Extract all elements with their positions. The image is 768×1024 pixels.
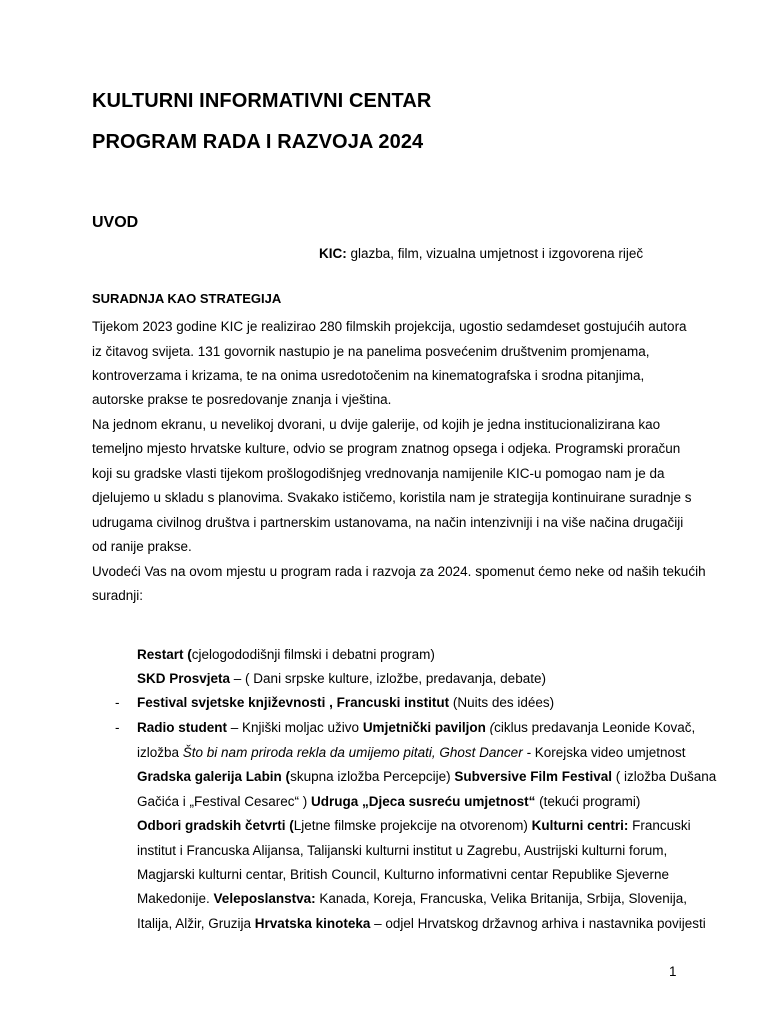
list-item-restart [137, 646, 435, 664]
paragraph-line: Na jednom ekranu, u nevelikoj dvorani, u dvije galerije, od kojih je jedna institucionalizirana kao [92, 417, 661, 432]
list-item-text: izložba [137, 745, 183, 760]
kic-label: KIC: [319, 246, 347, 261]
list-item-italic: ( [485, 720, 495, 735]
list-item-bold: Hrvatska kinoteka [254, 916, 371, 931]
kic-tagline [319, 246, 643, 261]
list-item-text: cjelogododišnji filmski i debatni program) [191, 647, 435, 662]
list-item-text: skupna izložba Percepcije) [290, 769, 455, 784]
list-item-text: – Knjiški moljac uživo [227, 720, 363, 735]
list-item-continuation: Magjarski kulturni centar, British Council, Kulturno informativni centar Republike Sjeverne [137, 867, 669, 882]
list-item-text: Makedonije. [137, 891, 214, 906]
list-item-continuation [137, 890, 687, 908]
list-item-bold: Subversive Film Festival [454, 769, 612, 784]
list-item-italic: Što bi nam priroda rekla da umijemo pitati, Ghost Dancer - [182, 745, 531, 760]
list-item-text: Italija, Alžir, Gruzija [137, 916, 255, 931]
list-item-text: (tekući programi) [535, 794, 641, 809]
list-item-bold: Festival svjetske književnosti , Francuski institut [137, 695, 450, 710]
list-item-text: (Nuits des idées) [449, 695, 555, 710]
paragraph-line: od ranije prakse. [92, 539, 192, 554]
list-item-text: Kanada, Koreja, Francuska, Velika Britanija, Srbija, Slovenija, [315, 891, 688, 906]
paragraph-line: Tijekom 2023 godine KIC je realizirao 280 filmskih projekcija, ugostio sedamdeset gostujućih autora [92, 319, 687, 334]
list-item-text: – odjel Hrvatskog državnog arhiva i nastavnika povijesti [370, 916, 706, 931]
paragraph-line: kontroverzama i krizama, te na onima usredotočenim na kinematografska i srodna pitanjima, [92, 368, 645, 383]
list-item-bold: SKD Prosvjeta [137, 671, 231, 686]
list-item-continuation [137, 915, 706, 933]
list-item-bold: Veleposlanstva: [213, 891, 316, 906]
list-item-text: Korejska video umjetnost [530, 745, 686, 760]
paragraph-line: temeljno mjesto hrvatske kulture, odvio se program znatnog opsega i odjeka. Programski proračun [92, 441, 681, 456]
list-item-continuation [137, 744, 686, 762]
document-title-line-2: PROGRAM RADA I RAZVOJA 2024 [92, 131, 424, 153]
list-item-text: ( izložba Dušana [611, 769, 717, 784]
paragraph-line: koji su gradske vlasti tijekom prošlogodišnjeg vrednovanja namijenile KIC-u pomogao nam je da [92, 466, 665, 481]
list-dash: - [115, 720, 120, 735]
section-heading-strategy: SURADNJA KAO STRATEGIJA [92, 291, 282, 306]
list-item-text: Ljetne filmske projekcije na otvorenom) [293, 818, 532, 833]
list-item-bold: Kulturni centri: [531, 818, 629, 833]
paragraph-line: djelujemo u skladu s planovima. Svakako ističemo, koristila nam je strategija kontinuirane suradnje s [92, 490, 692, 505]
list-item-text: Gačića i „Festival Cesarec“ ) [137, 794, 312, 809]
list-dash: - [115, 695, 120, 710]
list-item-bold: Radio student [137, 720, 227, 735]
list-item-continuation: institut i Francuska Alijansa, Talijanski kulturni institut u Zagrebu, Austrijski kulturni forum, [137, 843, 668, 858]
list-item-continuation [137, 793, 640, 811]
paragraph-line: Uvodeći Vas na ovom mjestu u program rada i razvoja za 2024. spomenut ćemo neke od naših tekućih [92, 564, 706, 579]
list-item-text: Francuski [628, 818, 691, 833]
paragraph-line: autorske prakse te posredovanje znanja i vještina. [92, 392, 392, 407]
list-item-bold: Umjetnički paviljon [362, 720, 486, 735]
list-item-bold: Odbori gradskih četvrti ( [137, 818, 294, 833]
list-item-festival [137, 694, 554, 712]
list-item-radio-student [137, 719, 695, 737]
kic-text: glazba, film, vizualna umjetnost i izgovorena riječ [346, 246, 644, 261]
paragraph-line: suradnji: [92, 588, 144, 603]
section-heading-uvod: UVOD [92, 214, 139, 231]
list-item-skd-prosvjeta [137, 670, 546, 688]
document-title-line-1: KULTURNI INFORMATIVNI CENTAR [92, 90, 432, 112]
list-item-gradska-galerija [137, 768, 716, 786]
page-number: 1 [669, 964, 677, 979]
list-item-odbori [137, 817, 691, 835]
list-item-text: – ( Dani srpske kulture, izložbe, predavanja, debate) [230, 671, 546, 686]
list-item-bold: Gradska galerija Labin ( [137, 769, 291, 784]
paragraph-line: iz čitavog svijeta. 131 govornik nastupio je na panelima posvećenim društvenim promjenama, [92, 344, 650, 359]
list-item-bold: Udruga „Djeca susreću umjetnost“ [311, 794, 536, 809]
paragraph-line: udrugama civilnog društva i partnerskim ustanovama, na način intenzivniji i na više načina drugačiji [92, 515, 684, 530]
list-item-text: ciklus predavanja Leonide Kovač, [494, 720, 696, 735]
list-item-bold: Restart ( [137, 647, 192, 662]
